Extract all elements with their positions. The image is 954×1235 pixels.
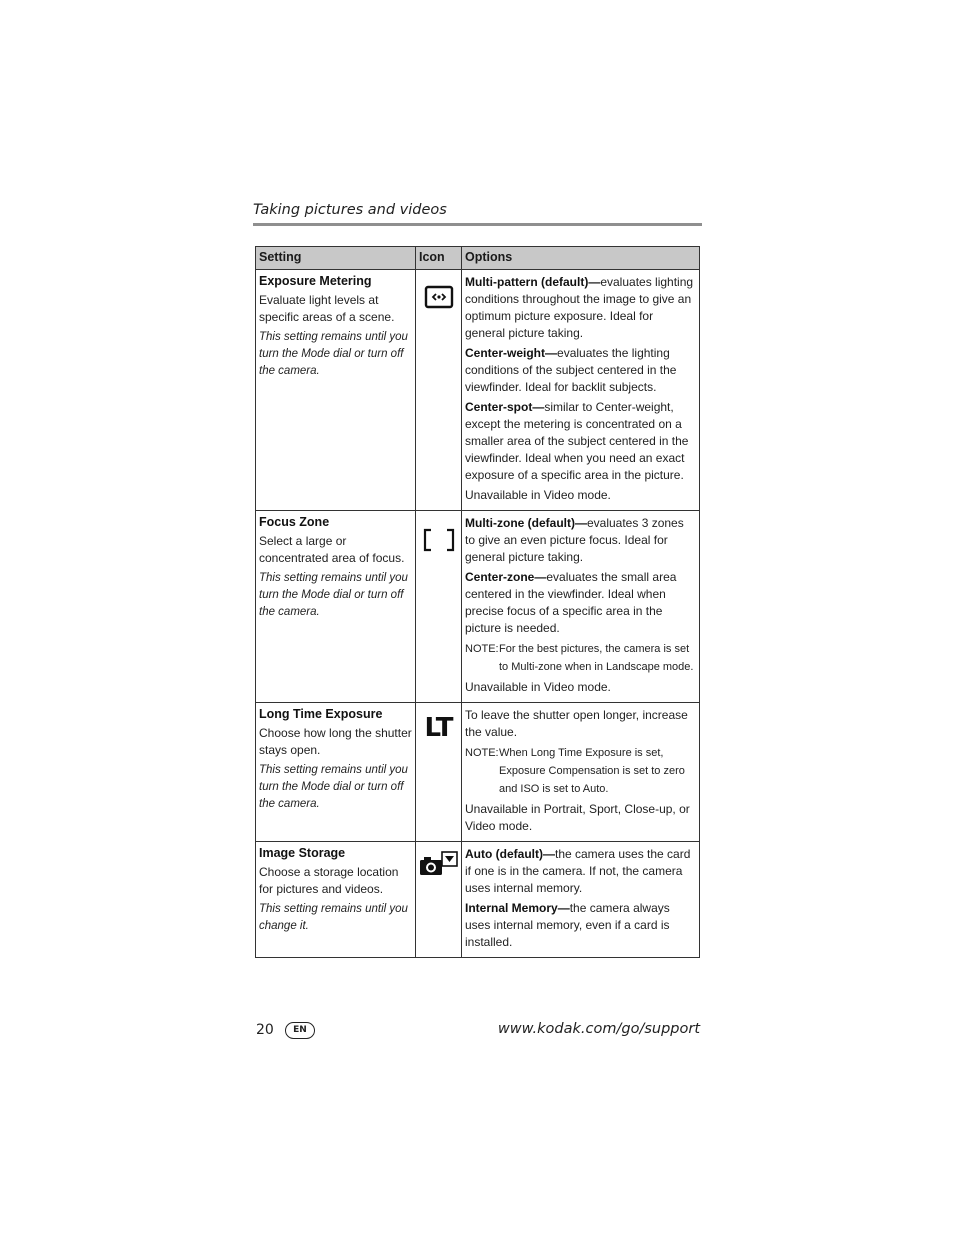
table-row <box>256 842 700 958</box>
setting-description: Choose how long the shutter stays open. <box>259 726 412 757</box>
long-time-exposure-icon: LT <box>424 713 453 743</box>
icon-cell <box>416 842 462 958</box>
table-row <box>256 270 700 511</box>
settings-table <box>255 246 700 958</box>
setting-title: Long Time Exposure <box>259 707 383 721</box>
note <box>465 640 696 676</box>
setting-note: This setting remains until you turn the Mode dial or turn off the camera. <box>259 331 408 377</box>
options-cell <box>462 270 700 511</box>
setting-note: This setting remains until you change it. <box>259 903 408 932</box>
note-label: NOTE: <box>465 747 499 759</box>
image-storage-icon <box>419 850 459 878</box>
header-rule <box>253 223 702 226</box>
setting-title: Exposure Metering <box>259 274 372 288</box>
setting-description: Choose a storage location for pictures and videos. <box>259 865 399 896</box>
setting-cell <box>256 842 416 958</box>
option-multi-zone: Multi-zone (default)—evaluates 3 zones to give an even picture focus. Ideal for general picture taking. <box>465 516 684 564</box>
header-options: Options <box>462 247 700 270</box>
option-center-spot: Center-spot—similar to Center-weight, except the metering is concentrated on a smaller area of the subject centered in the viewfinder. Ideal when you need an exact exposure of a specific area in the picture. <box>465 400 689 482</box>
icon-cell <box>416 703 462 842</box>
icon-cell <box>416 270 462 511</box>
option-internal-memory: Internal Memory—the camera always uses internal memory, even if a card is installed. <box>465 901 670 949</box>
setting-cell <box>256 511 416 703</box>
note-text: For the best pictures, the camera is set to Multi-zone when in Landscape mode. <box>499 643 694 673</box>
unavailable-note: Unavailable in Video mode. <box>465 488 611 502</box>
table-header-row <box>256 247 700 270</box>
setting-cell <box>256 703 416 842</box>
setting-title: Image Storage <box>259 846 346 860</box>
focus-zone-icon <box>422 527 456 553</box>
option-center-zone: Center-zone—evaluates the small area centered in the viewfinder. Ideal when precise focus of a specific area in the picture is needed. <box>465 570 677 635</box>
table-row <box>256 703 700 842</box>
option-intro: To leave the shutter open longer, increase the value. <box>465 708 688 739</box>
language-badge: EN <box>285 1022 315 1039</box>
support-url: www.kodak.com/go/support <box>497 1021 700 1037</box>
note-text: When Long Time Exposure is set, Exposure Compensation is set to zero and ISO is set to Auto. <box>499 747 685 795</box>
section-title: Taking pictures and videos <box>253 202 447 218</box>
options-cell <box>462 511 700 703</box>
table-row <box>256 511 700 703</box>
note <box>465 744 696 798</box>
setting-description: Evaluate light levels at specific areas of a scene. <box>259 293 395 324</box>
header-setting: Setting <box>256 247 416 270</box>
note-label: NOTE: <box>465 643 499 655</box>
option-auto: Auto (default)—the camera uses the card if one is in the camera. If not, the camera uses internal memory. <box>465 847 691 895</box>
setting-note: This setting remains until you turn the Mode dial or turn off the camera. <box>259 572 408 618</box>
setting-cell <box>256 270 416 511</box>
header-icon: Icon <box>416 247 462 270</box>
icon-cell <box>416 511 462 703</box>
page-number: 20 <box>256 1022 274 1038</box>
unavailable-note: Unavailable in Video mode. <box>465 680 611 694</box>
exposure-metering-icon <box>423 284 455 312</box>
setting-note: This setting remains until you turn the Mode dial or turn off the camera. <box>259 764 408 810</box>
option-center-weight: Center-weight—evaluates the lighting conditions of the subject centered in the viewfinder. Ideal for backlit subjects. <box>465 346 677 394</box>
unavailable-note: Unavailable in Portrait, Sport, Close-up, or Video mode. <box>465 802 690 833</box>
setting-description: Select a large or concentrated area of focus. <box>259 534 405 565</box>
setting-title: Focus Zone <box>259 515 330 529</box>
options-cell <box>462 842 700 958</box>
options-cell <box>462 703 700 842</box>
option-multi-pattern: Multi-pattern (default)—evaluates lighting conditions throughout the image to give an optimum picture exposure. Ideal for general picture taking. <box>465 275 694 340</box>
